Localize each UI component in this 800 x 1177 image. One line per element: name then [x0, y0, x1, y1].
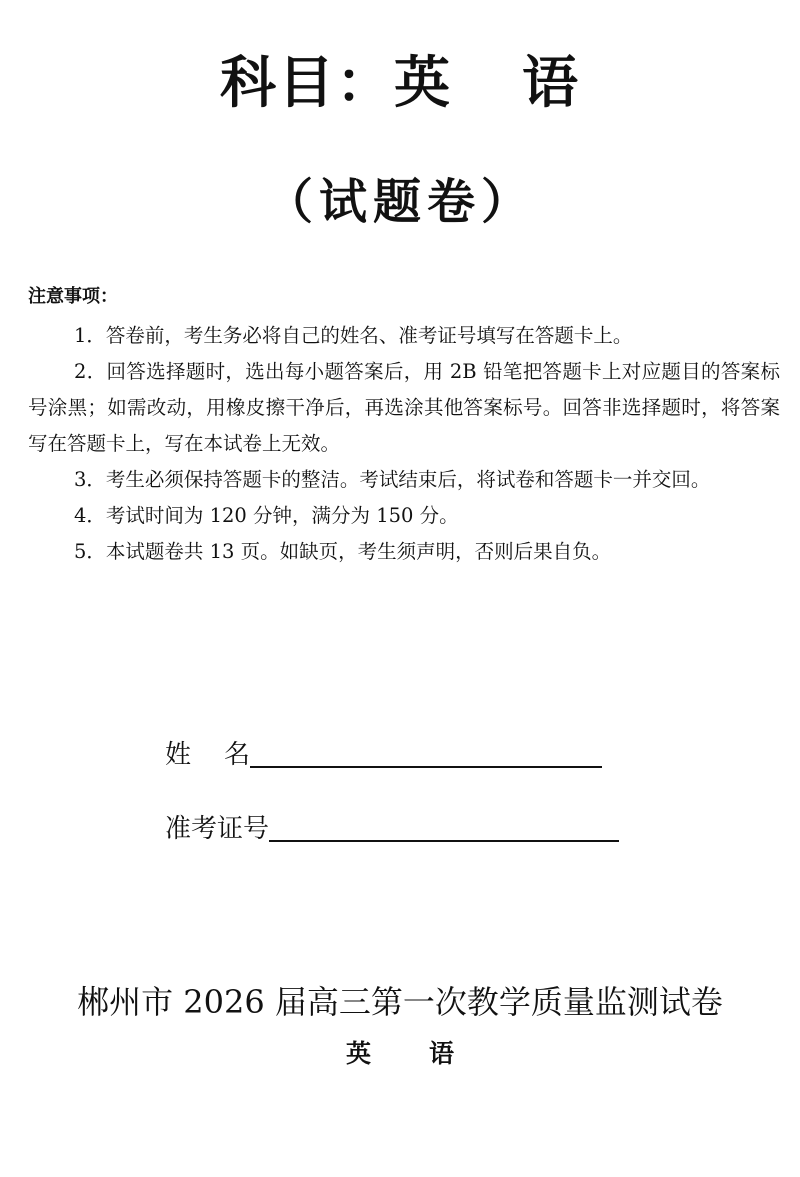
exam-id-field: [165, 812, 619, 846]
exam-id-field-label: 准考证号: [165, 814, 270, 844]
subject-title-prefix: 科目：英: [220, 51, 452, 116]
name-field-label: 姓 名: [165, 740, 251, 770]
footer-subject-char-2: 语: [429, 1039, 455, 1068]
notice-item-1: 1．答卷前，考生务必将自己的姓名、准考证号填写在答题卡上。: [74, 324, 633, 347]
name-field: [165, 738, 602, 772]
subject-title-suffix: 语: [522, 51, 580, 116]
footer-subject: [0, 1038, 800, 1070]
footer-subject-char-1: 英: [345, 1039, 371, 1068]
paper-type-subtitle: （试题卷）: [264, 174, 535, 230]
notice-list: [28, 318, 780, 570]
subject-title: [0, 48, 800, 120]
exam-title: 郴州市 2026 届高三第一次教学质量监测试卷: [77, 983, 723, 1021]
notice-item-5: 5．本试题卷共 13 页。如缺页，考生须声明，否则后果自负。: [74, 540, 612, 563]
notice-item-3: 3．考生必须保持答题卡的整洁。考试结束后，将试卷和答题卡一并交回。: [74, 468, 711, 491]
notice-item-4: 4．考试时间为 120 分钟，满分为 150 分。: [74, 504, 459, 527]
notice-heading: 注意事项：: [28, 286, 118, 307]
notice-item-2: 2．回答选择题时，选出每小题答案后，用 2B 铅笔把答题卡上对应题目的答案标号涂黑；如需改动，用橡皮擦干净后，再选涂其他答案标号。回答非选择题时，将答案写在答题卡上，写在本试卷上无效。: [28, 360, 780, 455]
name-field-line[interactable]: [250, 766, 602, 768]
exam-id-field-line[interactable]: [269, 840, 619, 842]
